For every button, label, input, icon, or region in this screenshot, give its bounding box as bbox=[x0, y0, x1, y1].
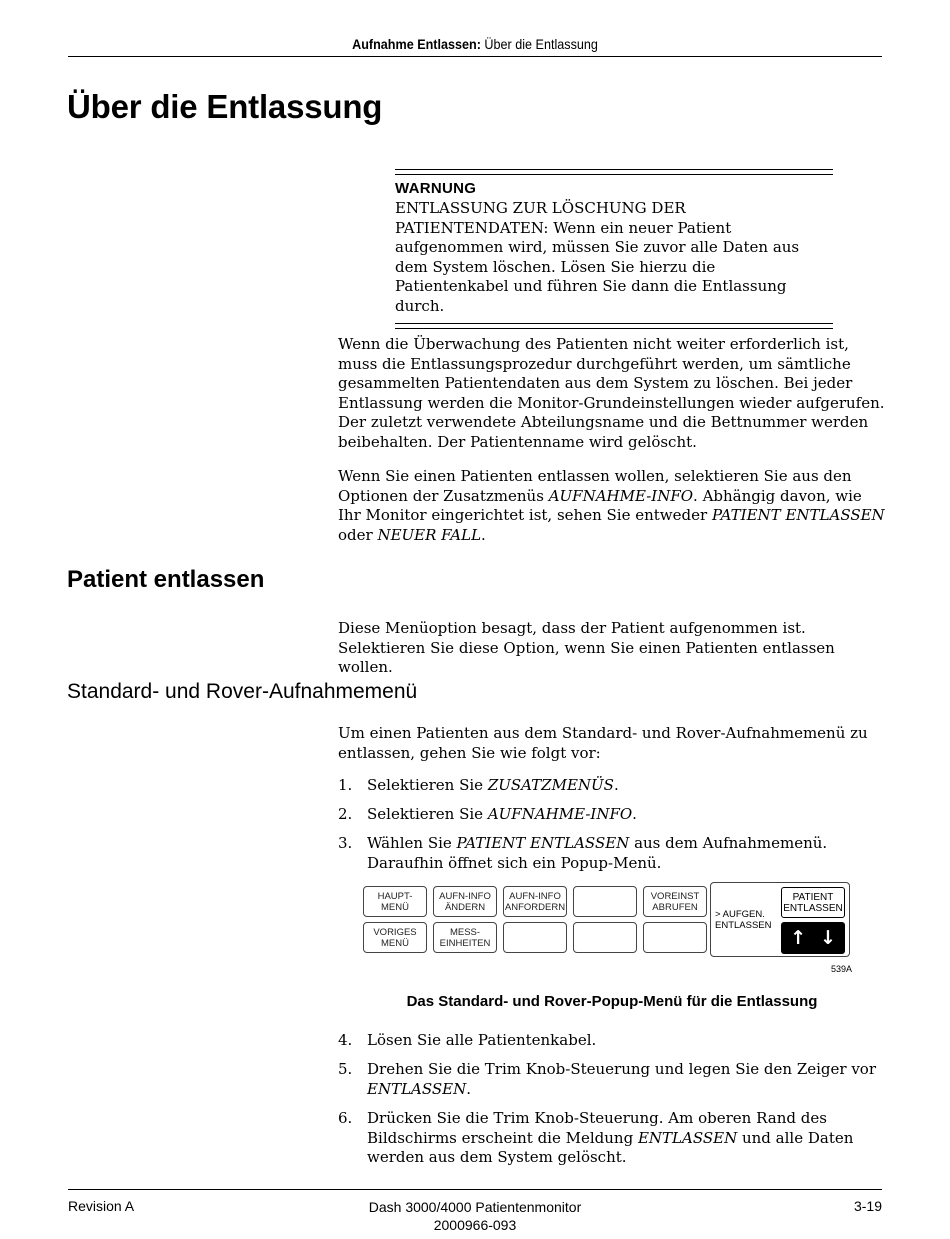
popup-status-label: > AUFGEN. ENTLASSEN bbox=[715, 909, 772, 931]
footer-part-number: 2000966-093 bbox=[433, 1217, 517, 1233]
key-blank[interactable] bbox=[573, 922, 637, 953]
text-run: Wählen Sie bbox=[367, 834, 457, 852]
step-text bbox=[367, 776, 886, 796]
menu-term: AUFNAHME-INFO bbox=[548, 486, 694, 505]
step-number: 6. bbox=[338, 1109, 353, 1127]
arrow-up-icon: ↑ bbox=[790, 927, 806, 949]
step-number: 1. bbox=[338, 776, 353, 794]
warning-box bbox=[395, 169, 833, 329]
key-blank[interactable] bbox=[503, 922, 567, 953]
text-run: . bbox=[613, 776, 619, 794]
arrow-down-icon: ↓ bbox=[820, 927, 836, 949]
figure-caption: Das Standard- und Rover-Popup-Menü für die Entlassung bbox=[406, 993, 818, 1010]
menu-term: NEUER FALL bbox=[377, 525, 482, 544]
step-number: 2. bbox=[338, 805, 353, 823]
step-number: 4. bbox=[338, 1031, 353, 1049]
step-4 bbox=[338, 1031, 886, 1051]
footer-product: Dash 3000/4000 Patientenmonitor bbox=[368, 1199, 582, 1215]
menu-term: ZUSATZMENÜS bbox=[487, 776, 614, 794]
menu-term: ENTLASSEN bbox=[367, 1079, 467, 1098]
menu-term: AUFNAHME-INFO bbox=[487, 805, 633, 823]
step-text bbox=[367, 805, 886, 825]
warning-text: ENTLASSUNG ZUR LÖSCHUNG DER PATIENTENDATEN: Wenn ein neuer Patient aufgenommen wird, müssen Sie zuvor alle Daten aus dem System löschen. Lösen Sie hierzu die Patientenkabel und führen Sie dann die Entlassung durch. bbox=[395, 199, 800, 315]
step-text bbox=[367, 834, 886, 873]
key-aufn-info-aendern[interactable]: AUFN-INFO ÄNDERN bbox=[433, 886, 497, 917]
warning-top-rule bbox=[395, 169, 833, 175]
footer-rule bbox=[68, 1189, 882, 1190]
text-run: . Abhängig davon, wie Ihr Monitor eingerichtet ist, sehen Sie entweder bbox=[338, 486, 862, 524]
patient-entlassen-button[interactable]: PATIENT ENTLASSEN bbox=[781, 887, 845, 918]
step-5 bbox=[338, 1060, 886, 1099]
header-section-subtitle: Über die Entlassung bbox=[484, 36, 598, 52]
intro-paragraph-2 bbox=[338, 467, 886, 545]
footer-revision: Revision A bbox=[68, 1198, 135, 1214]
section2-intro: Um einen Patienten aus dem Standard- und Rover-Aufnahmemenü zu entlassen, gehen Sie wie folgt vor: bbox=[338, 724, 868, 762]
key-voriges-menue[interactable]: VORIGES MENÜ bbox=[363, 922, 427, 953]
discharge-popup bbox=[710, 882, 850, 957]
section1-paragraph: Diese Menüoption besagt, dass der Patient aufgenommen ist. Selektieren Sie diese Option, wenn Sie einen Patienten entlassen wollen. bbox=[338, 619, 835, 676]
step-6 bbox=[338, 1109, 886, 1168]
key-mess-einheiten[interactable]: MESS- EINHEITEN bbox=[433, 922, 497, 953]
section-heading-patient-entlassen: Patient entlassen bbox=[67, 566, 265, 593]
menu-term: ENTLASSEN bbox=[637, 1128, 738, 1147]
footer-page-number: 3-19 bbox=[853, 1198, 882, 1214]
step-number: 5. bbox=[338, 1060, 353, 1078]
text-run: aus dem Aufnahmemenü. Daraufhin öffnet sich ein Popup-Menü. bbox=[367, 834, 828, 872]
key-blank[interactable] bbox=[573, 886, 637, 917]
step-text bbox=[367, 1060, 886, 1099]
step-text bbox=[367, 1031, 886, 1051]
text-run: Wenn Sie einen Patienten entlassen wollen, selektieren Sie aus den Optionen der Zusatzmenüs bbox=[338, 467, 852, 505]
running-header bbox=[109, 36, 842, 56]
menu-term: PATIENT ENTLASSEN bbox=[711, 506, 885, 524]
warning-label: WARNUNG bbox=[395, 180, 477, 197]
step-number: 3. bbox=[338, 834, 353, 852]
page-title: Über die Entlassung bbox=[67, 88, 383, 125]
text-run: . bbox=[632, 805, 637, 823]
text-run: Drücken Sie die Trim Knob-Steuerung. Am oberen Rand des Bildschirms erscheint die Meldung bbox=[367, 1109, 827, 1147]
figure-id: 539A bbox=[831, 964, 853, 974]
warning-bottom-rule bbox=[395, 323, 833, 329]
text-run: Drehen Sie die Trim Knob-Steuerung und legen Sie den Zeiger vor bbox=[367, 1060, 877, 1078]
text-run: Selektieren Sie bbox=[367, 776, 488, 794]
text-run: . bbox=[481, 525, 486, 544]
key-haupt-menue[interactable]: HAUPT- MENÜ bbox=[363, 886, 427, 917]
header-section-title: Aufnahme Entlassen: bbox=[352, 36, 481, 52]
step-text bbox=[367, 1109, 886, 1168]
key-voreinst-abrufen[interactable]: VOREINST ABRUFEN bbox=[643, 886, 707, 917]
section-heading-aufnahmemenue: Standard- und Rover-Aufnahmemenü bbox=[67, 680, 418, 703]
menu-term: PATIENT ENTLASSEN bbox=[456, 834, 630, 852]
intro-paragraph-1: Wenn die Überwachung des Patienten nicht weiter erforderlich ist, muss die Entlassungsprozedur durchgeführt werden, um sämtliche gesammelten Patientendaten aus dem System zu löschen. Bei jeder Entlassung werden die Monitor-Grundeinstellungen wieder aufgerufen. Der zuletzt verwendete Abteilungsname und die Bettnummer werden beibehalten. Der Patientenname wird gelöscht. bbox=[338, 335, 885, 451]
text-run: und alle Daten werden aus dem System gelöscht. bbox=[367, 1128, 854, 1166]
step-2 bbox=[338, 805, 886, 825]
footer-document-title bbox=[300, 1198, 650, 1234]
key-aufn-info-anfordern[interactable]: AUFN-INFO ANFORDERN bbox=[503, 886, 567, 917]
scroll-arrows-button[interactable] bbox=[781, 922, 845, 954]
header-rule bbox=[68, 56, 882, 57]
popup-menu-figure bbox=[363, 882, 853, 976]
text-run: . bbox=[466, 1079, 472, 1098]
step-1 bbox=[338, 776, 886, 796]
text-run: oder bbox=[338, 525, 378, 544]
text-run: Lösen Sie alle Patientenkabel. bbox=[367, 1031, 597, 1049]
step-3 bbox=[338, 834, 886, 873]
key-blank[interactable] bbox=[643, 922, 707, 953]
text-run: Selektieren Sie bbox=[367, 805, 488, 823]
